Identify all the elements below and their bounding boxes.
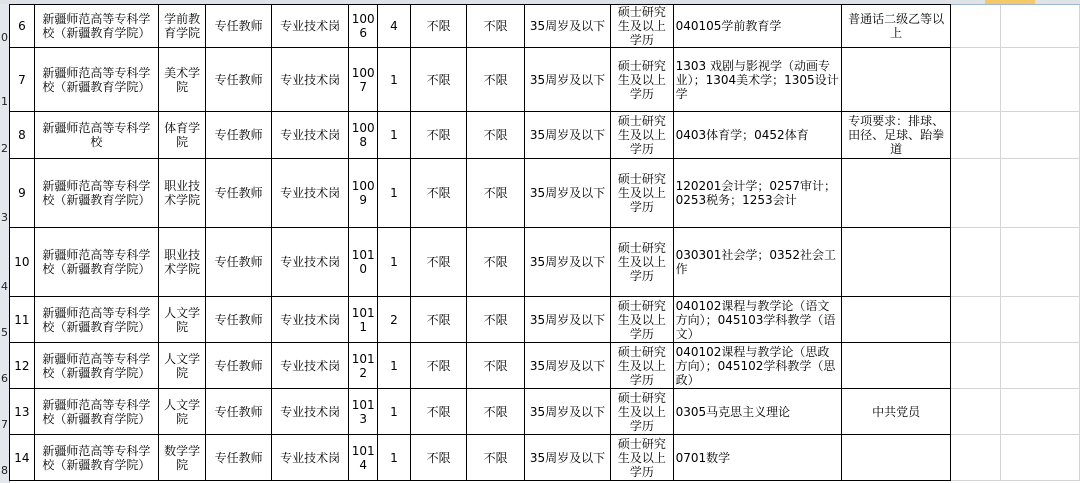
cell-gender[interactable]: 不限 (410, 112, 467, 159)
empty-cell[interactable] (1000, 435, 1079, 481)
cell-type[interactable]: 专业技术岗 (271, 435, 348, 481)
empty-cell[interactable] (1000, 297, 1079, 343)
cell-type[interactable]: 专业技术岗 (271, 5, 348, 48)
cell-ethnic[interactable]: 不限 (467, 48, 525, 112)
cell-major[interactable]: 120201会计学；0257审计；0253税务；1253会计 (673, 159, 842, 228)
cell-age[interactable]: 35周岁及以下 (524, 297, 610, 343)
cell-edu[interactable]: 硕士研究生及以上学历 (611, 159, 673, 228)
table-row (10, 435, 1080, 481)
cell-dept[interactable]: 数学学院 (158, 435, 206, 481)
cell-other[interactable]: 专项要求：排球、田径、足球、跆拳道 (842, 112, 951, 159)
cell-other[interactable] (842, 435, 951, 481)
cell-ethnic[interactable]: 不限 (467, 389, 525, 435)
cell-major[interactable]: 0403体育学；0452体育 (673, 112, 842, 159)
cell-unit[interactable]: 新疆师范高等专科学校（新疆教育学院） (34, 159, 158, 228)
cell-edu[interactable]: 硕士研究生及以上学历 (611, 343, 673, 389)
cell-code[interactable]: 1008 (349, 112, 378, 159)
cell-age[interactable]: 35周岁及以下 (524, 5, 610, 48)
cell-other[interactable] (842, 343, 951, 389)
cell-type[interactable]: 专业技术岗 (271, 343, 348, 389)
recruitment-table (9, 4, 1080, 481)
cell-other[interactable]: 中共党员 (842, 389, 951, 435)
cell-edu[interactable]: 硕士研究生及以上学历 (611, 5, 673, 48)
empty-cell[interactable] (951, 297, 1001, 343)
cell-major[interactable]: 030301社会学；0352社会工作 (673, 228, 842, 297)
cell-post[interactable]: 专任教师 (206, 112, 271, 159)
cell-no[interactable]: 12 (10, 343, 35, 389)
empty-cell[interactable] (951, 389, 1001, 435)
cell-type[interactable]: 专业技术岗 (271, 112, 348, 159)
empty-cell[interactable] (1000, 112, 1079, 159)
cell-other[interactable] (842, 297, 951, 343)
cell-type[interactable]: 专业技术岗 (271, 48, 348, 112)
cell-post[interactable]: 专任教师 (206, 48, 271, 112)
cell-edu[interactable]: 硕士研究生及以上学历 (611, 297, 673, 343)
cell-post[interactable]: 专任教师 (206, 389, 271, 435)
cell-no[interactable]: 14 (10, 435, 35, 481)
cell-edu[interactable]: 硕士研究生及以上学历 (611, 228, 673, 297)
cell-type[interactable]: 专业技术岗 (271, 389, 348, 435)
table-row (10, 389, 1080, 435)
cell-age[interactable]: 35周岁及以下 (524, 159, 610, 228)
table-row (10, 112, 1080, 159)
cell-count[interactable]: 4 (378, 5, 411, 48)
cell-no[interactable]: 9 (10, 159, 35, 228)
cell-gender[interactable]: 不限 (410, 48, 467, 112)
cell-ethnic[interactable]: 不限 (467, 159, 525, 228)
empty-cell[interactable] (951, 435, 1001, 481)
cell-code[interactable]: 1011 (349, 297, 378, 343)
cell-code[interactable]: 1012 (349, 343, 378, 389)
cell-dept[interactable]: 人文学院 (158, 343, 206, 389)
cell-other[interactable]: 普通话二级乙等以上 (842, 5, 951, 48)
cell-ethnic[interactable]: 不限 (467, 228, 525, 297)
cell-major[interactable]: 0701数学 (673, 435, 842, 481)
cell-unit[interactable]: 新疆师范高等专科学校（新疆教育学院） (34, 435, 158, 481)
cell-edu[interactable]: 硕士研究生及以上学历 (611, 435, 673, 481)
table-row (10, 159, 1080, 228)
empty-cell[interactable] (951, 343, 1001, 389)
cell-count[interactable]: 1 (378, 228, 411, 297)
cell-dept[interactable]: 人文学院 (158, 297, 206, 343)
cell-other[interactable] (842, 159, 951, 228)
cell-age[interactable]: 35周岁及以下 (524, 112, 610, 159)
row-number[interactable]: 6 (1, 372, 8, 385)
cell-major[interactable]: 040102课程与教学论（语文方向）；045103学科教学（语文） (673, 297, 842, 343)
cell-unit[interactable]: 新疆师范高等专科学校（新疆教育学院） (34, 343, 158, 389)
cell-count[interactable]: 1 (378, 159, 411, 228)
empty-cell[interactable] (951, 48, 1001, 112)
cell-major[interactable]: 040102课程与教学论（思政方向）；045102学科教学（思政） (673, 343, 842, 389)
cell-dept[interactable]: 职业技术学院 (158, 159, 206, 228)
cell-count[interactable]: 2 (378, 297, 411, 343)
cell-gender[interactable]: 不限 (410, 389, 467, 435)
cell-age[interactable]: 35周岁及以下 (524, 389, 610, 435)
cell-dept[interactable]: 体育学院 (158, 112, 206, 159)
cell-no[interactable]: 10 (10, 228, 35, 297)
cell-ethnic[interactable]: 不限 (467, 343, 525, 389)
row-number[interactable]: 2 (1, 142, 8, 155)
empty-cell[interactable] (1000, 48, 1079, 112)
cell-gender[interactable]: 不限 (410, 435, 467, 481)
cell-unit[interactable]: 新疆师范高等专科学校（新疆教育学院） (34, 228, 158, 297)
cell-major[interactable]: 1303 戏剧与影视学（动画专业）；1304美术学；1305设计学 (673, 48, 842, 112)
cell-ethnic[interactable]: 不限 (467, 435, 525, 481)
cell-count[interactable]: 1 (378, 389, 411, 435)
cell-age[interactable]: 35周岁及以下 (524, 228, 610, 297)
cell-no[interactable]: 11 (10, 297, 35, 343)
cell-major[interactable]: 0305马克思主义理论 (673, 389, 842, 435)
cell-code[interactable]: 1013 (349, 389, 378, 435)
cell-edu[interactable]: 硕士研究生及以上学历 (611, 48, 673, 112)
row-number[interactable]: 7 (1, 418, 8, 431)
cell-ethnic[interactable]: 不限 (467, 112, 525, 159)
empty-cell[interactable] (951, 228, 1001, 297)
cell-other[interactable] (842, 228, 951, 297)
empty-cell[interactable] (1000, 389, 1079, 435)
cell-ethnic[interactable]: 不限 (467, 297, 525, 343)
table-row (10, 228, 1080, 297)
empty-cell[interactable] (1000, 5, 1079, 48)
cell-dept[interactable]: 职业技术学院 (158, 228, 206, 297)
table-row (10, 5, 1080, 48)
empty-cell[interactable] (1000, 159, 1079, 228)
cell-age[interactable]: 35周岁及以下 (524, 343, 610, 389)
cell-gender[interactable]: 不限 (410, 297, 467, 343)
cell-count[interactable]: 1 (378, 435, 411, 481)
cell-dept[interactable]: 美术学院 (158, 48, 206, 112)
cell-post[interactable]: 专任教师 (206, 228, 271, 297)
empty-cell[interactable] (951, 159, 1001, 228)
row-number[interactable]: 5 (1, 326, 8, 339)
cell-no[interactable]: 7 (10, 48, 35, 112)
cell-code[interactable]: 1014 (349, 435, 378, 481)
empty-cell[interactable] (1000, 343, 1079, 389)
cell-gender[interactable]: 不限 (410, 343, 467, 389)
cell-type[interactable]: 专业技术岗 (271, 228, 348, 297)
empty-cell[interactable] (951, 112, 1001, 159)
cell-gender[interactable]: 不限 (410, 228, 467, 297)
cell-post[interactable]: 专任教师 (206, 343, 271, 389)
cell-code[interactable]: 1006 (349, 5, 378, 48)
cell-no[interactable]: 8 (10, 112, 35, 159)
cell-unit[interactable]: 新疆师范高等专科学校（新疆教育学院） (34, 5, 158, 48)
cell-unit[interactable]: 新疆师范高等专科学校（新疆教育学院） (34, 389, 158, 435)
cell-code[interactable]: 1009 (349, 159, 378, 228)
cell-post[interactable]: 专任教师 (206, 159, 271, 228)
cell-no[interactable]: 13 (10, 389, 35, 435)
row-number[interactable]: 3 (1, 211, 8, 224)
cell-type[interactable]: 专业技术岗 (271, 297, 348, 343)
cell-dept[interactable]: 人文学院 (158, 389, 206, 435)
cell-post[interactable]: 专任教师 (206, 297, 271, 343)
cell-gender[interactable]: 不限 (410, 159, 467, 228)
table-row (10, 297, 1080, 343)
cell-gender[interactable]: 不限 (410, 5, 467, 48)
cell-post[interactable]: 专任教师 (206, 5, 271, 48)
table-row (10, 48, 1080, 112)
cell-unit[interactable]: 新疆师范高等专科学校（新疆教育学院） (34, 297, 158, 343)
cell-code[interactable]: 1007 (349, 48, 378, 112)
cell-edu[interactable]: 硕士研究生及以上学历 (611, 389, 673, 435)
table-row (10, 343, 1080, 389)
cell-age[interactable]: 35周岁及以下 (524, 48, 610, 112)
cell-count[interactable]: 1 (378, 112, 411, 159)
cell-no[interactable]: 6 (10, 5, 35, 48)
cell-dept[interactable]: 学前教育学院 (158, 5, 206, 48)
row-number[interactable]: 8 (1, 464, 8, 477)
cell-age[interactable]: 35周岁及以下 (524, 435, 610, 481)
cell-unit[interactable]: 新疆师范高等专科学校 (34, 112, 158, 159)
cell-unit[interactable]: 新疆师范高等专科学校（新疆教育学院） (34, 48, 158, 112)
empty-cell[interactable] (1000, 228, 1079, 297)
cell-code[interactable]: 1010 (349, 228, 378, 297)
cell-major[interactable]: 040105学前教育学 (673, 5, 842, 48)
cell-count[interactable]: 1 (378, 343, 411, 389)
cell-edu[interactable]: 硕士研究生及以上学历 (611, 112, 673, 159)
cell-type[interactable]: 专业技术岗 (271, 159, 348, 228)
cell-post[interactable]: 专任教师 (206, 435, 271, 481)
row-number[interactable]: 0 (1, 31, 8, 44)
empty-cell[interactable] (951, 5, 1001, 48)
cell-count[interactable]: 1 (378, 48, 411, 112)
cell-other[interactable] (842, 48, 951, 112)
cell-ethnic[interactable]: 不限 (467, 5, 525, 48)
row-number[interactable]: 1 (1, 95, 8, 108)
row-number[interactable]: 4 (1, 280, 8, 293)
